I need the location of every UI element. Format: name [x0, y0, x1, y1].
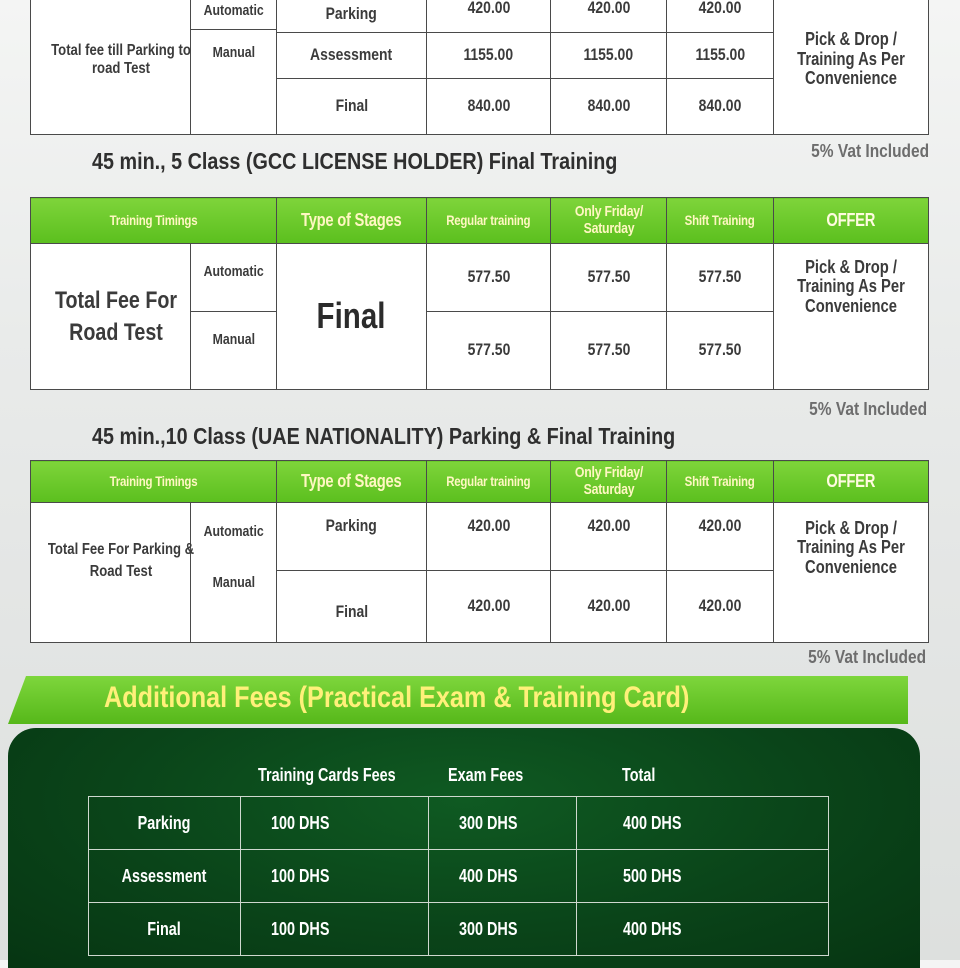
friday-price: 420.00: [551, 0, 667, 33]
exam-fee: 300 DHS: [429, 903, 577, 956]
section-title: 45 min., 5 Class (GCC LICENSE HOLDER) Final Training: [92, 148, 618, 174]
fee-table-uae-parking-final: [30, 460, 929, 643]
offer-text: Pick & Drop / Training As Per Convenience: [797, 257, 905, 316]
stage-cell: Final: [277, 244, 427, 390]
exam-fee: 300 DHS: [429, 797, 577, 850]
transmission-manual: Manual: [212, 574, 255, 592]
friday-price: 577.50: [551, 244, 667, 312]
shift-price: 1155.00: [667, 33, 774, 79]
table-row: [89, 797, 829, 850]
shift-price: 577.50: [667, 312, 774, 390]
exam-fee: 400 DHS: [429, 850, 577, 903]
training-card-fee: 100 DHS: [241, 850, 429, 903]
header-training-timings: Training Timings: [31, 461, 277, 503]
training-card-fee: 100 DHS: [241, 903, 429, 956]
fee-label-cell: [31, 244, 191, 390]
header-training-timings: Training Timings: [31, 198, 277, 244]
total-fee: 400 DHS: [577, 797, 829, 850]
offer-cell: [774, 0, 929, 135]
friday-price: 420.00: [551, 571, 667, 643]
vat-note: 5% Vat Included: [808, 647, 926, 667]
header-only-friday-saturday: Only Friday/ Saturday: [551, 198, 667, 244]
offer-text: Pick & Drop / Training As Per Convenience: [797, 518, 905, 577]
regular-price: 1155.00: [427, 33, 551, 79]
friday-price: 577.50: [551, 312, 667, 390]
header-type-of-stages: Type of Stages: [277, 461, 427, 503]
fee-table-gcc-final: [30, 197, 929, 390]
friday-price: 1155.00: [551, 33, 667, 79]
regular-price: 420.00: [427, 503, 551, 571]
transmission-automatic: Automatic: [191, 244, 277, 312]
table-row: [89, 850, 829, 903]
shift-price: 840.00: [667, 79, 774, 135]
offer-cell: [774, 503, 929, 643]
section-title: 45 min.,10 Class (UAE NATIONALITY) Parking & Final Training: [92, 423, 676, 449]
friday-price: 420.00: [551, 503, 667, 571]
stage-cell: Assessment: [277, 33, 427, 79]
friday-price: 840.00: [551, 79, 667, 135]
header-shift-training: Shift Training: [667, 461, 774, 503]
regular-price: 577.50: [427, 244, 551, 312]
additional-fees-title: Additional Fees (Practical Exam & Training Card): [104, 681, 690, 714]
header-total: Total: [622, 765, 656, 785]
offer-text: Pick & Drop / Training As Per Convenience: [797, 29, 905, 89]
stage-cell: Final: [277, 571, 427, 643]
shift-price: 420.00: [667, 503, 774, 571]
header-offer: OFFER: [774, 461, 929, 503]
header-training-cards-fees: Training Cards Fees: [258, 765, 396, 785]
transmission-manual: Manual: [191, 312, 277, 390]
transmission-cell: [191, 503, 277, 643]
header-type-of-stages: Type of Stages: [277, 198, 427, 244]
additional-fees-table: [88, 796, 829, 956]
offer-cell: [774, 244, 929, 390]
header-exam-fees: Exam Fees: [448, 765, 524, 785]
fee-table-parking-to-road-test: [30, 0, 929, 135]
header-shift-training: Shift Training: [667, 198, 774, 244]
header-only-friday-saturday: Only Friday/ Saturday: [551, 461, 667, 503]
transmission-cell: [191, 0, 277, 135]
stage-cell: Final: [277, 79, 427, 135]
transmission-automatic: Automatic: [203, 523, 264, 540]
total-fee: 400 DHS: [577, 903, 829, 956]
fee-label: Total Fee For Road Test: [54, 287, 178, 346]
fee-label: Total Fee For Parking & Road Test: [47, 541, 195, 580]
transmission-manual: Manual: [212, 44, 255, 61]
row-label: Final: [89, 903, 241, 956]
training-card-fee: 100 DHS: [241, 797, 429, 850]
vat-note: 5% Vat Included: [811, 141, 929, 161]
total-fee: 500 DHS: [577, 850, 829, 903]
transmission-automatic: Automatic: [203, 2, 264, 19]
regular-price: 840.00: [427, 79, 551, 135]
row-label: Assessment: [89, 850, 241, 903]
header-offer: OFFER: [774, 198, 929, 244]
row-label: Parking: [89, 797, 241, 850]
fee-label-cell: [31, 503, 195, 643]
regular-price: 420.00: [427, 0, 551, 33]
regular-price: 577.50: [427, 312, 551, 390]
fee-label-cell: [31, 0, 191, 135]
table-row: [89, 903, 829, 956]
header-regular-training: Regular training: [427, 198, 551, 244]
vat-note: 5% Vat Included: [809, 399, 927, 419]
shift-price: 577.50: [667, 244, 774, 312]
fee-label: Total fee till Parking to road Test: [51, 42, 191, 77]
regular-price: 420.00: [427, 571, 551, 643]
header-regular-training: Regular training: [427, 461, 551, 503]
shift-price: 420.00: [667, 571, 774, 643]
stage-cell: Parking: [277, 0, 427, 33]
stage-cell: Parking: [277, 503, 427, 571]
shift-price: 420.00: [667, 0, 774, 33]
